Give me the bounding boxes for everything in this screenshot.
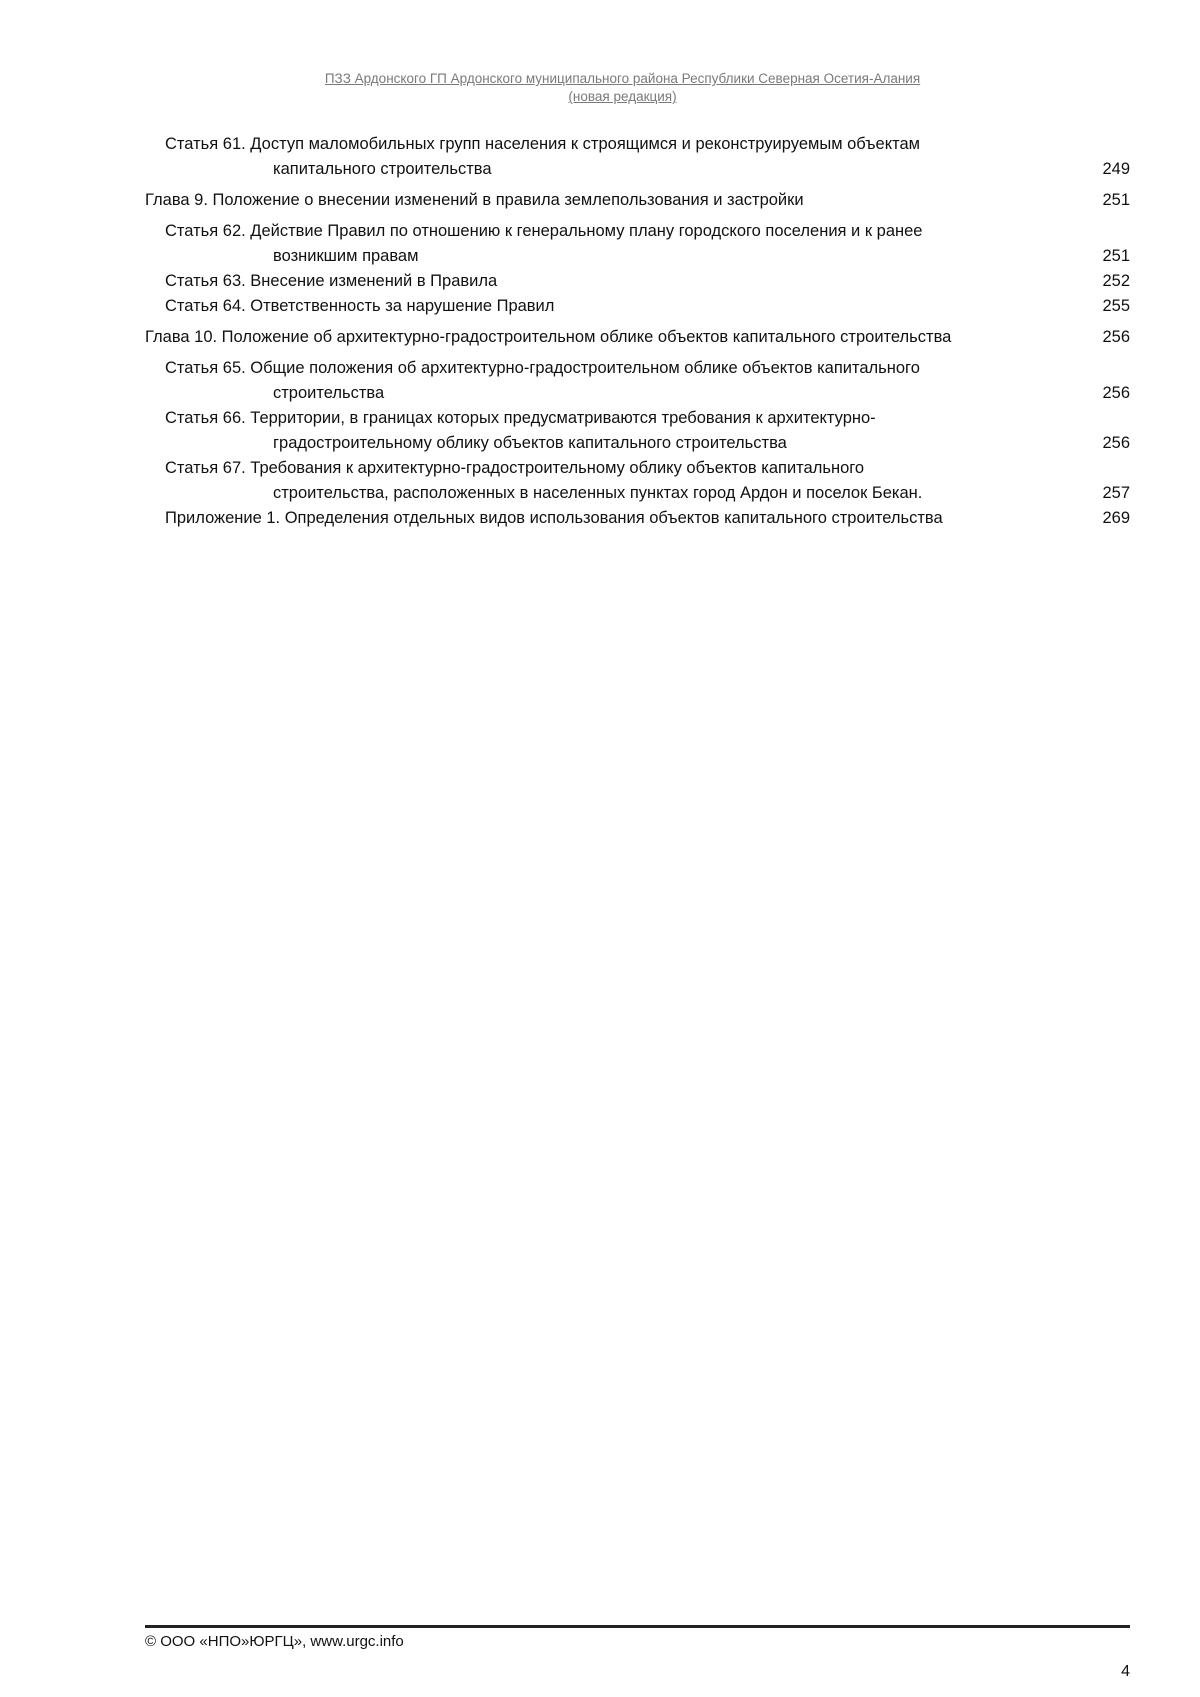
toc-entry-title: Статья 63. Внесение изменений в Правила — [165, 272, 498, 290]
toc-page-number: 256 — [1102, 328, 1130, 346]
toc-entry-title: Статья 64. Ответственность за нарушение Правил — [165, 297, 555, 315]
toc-entry-chapter-10[interactable] — [145, 325, 1130, 350]
page-number: 4 — [1121, 1663, 1130, 1680]
toc-entry-article-65[interactable] — [145, 356, 1130, 406]
toc-entry-chapter-9[interactable] — [145, 188, 1130, 213]
toc-entry-title: Глава 10. Положение об архитектурно-градостроительном облике объектов капитального строительства — [145, 328, 952, 346]
toc-entry-title: Глава 9. Положение о внесении изменений в правила землепользования и застройки — [145, 191, 804, 209]
toc-entry-title-continued: возникшим правам — [273, 247, 419, 265]
toc-entry-title-continued: строительства — [273, 384, 385, 402]
toc-page-number: 269 — [1102, 509, 1130, 527]
toc-page-number: 256 — [1102, 384, 1130, 402]
header-subtitle: (новая редакция) — [568, 89, 677, 104]
toc-entry-title: Статья 67. Требования к архитектурно-градостроительному облику объектов капитального — [165, 459, 865, 477]
header-title: ПЗЗ Ардонского ГП Ардонского муниципального района Республики Северная Осетия-Алания — [324, 71, 921, 86]
footer-copyright: © ООО «НПО»ЮРГЦ», www.urgc.info — [145, 1633, 404, 1650]
toc-entry-title-continued: градостроительному облику объектов капитального строительства — [273, 434, 787, 452]
toc-entry-title-continued: строительства, расположенных в населенных пунктах город Ардон и поселок Бекан. — [273, 484, 923, 502]
toc-entry-article-63[interactable] — [145, 269, 1130, 294]
footer-divider — [145, 1625, 1130, 1628]
toc-entry-title: Статья 66. Территории, в границах которых предусматриваются требования к архитектурно- — [165, 409, 876, 427]
page-header — [0, 70, 1200, 106]
toc-page-number: 251 — [1102, 247, 1130, 265]
toc-entry-appendix-1[interactable] — [145, 506, 1130, 531]
table-of-contents — [145, 132, 1130, 531]
toc-entry-article-67[interactable] — [145, 456, 1130, 506]
toc-entry-title: Приложение 1. Определения отдельных видов использования объектов капитального строительства — [165, 509, 943, 527]
toc-entry-article-61[interactable] — [145, 132, 1130, 182]
toc-page-number: 251 — [1102, 191, 1130, 209]
toc-entry-title: Статья 62. Действие Правил по отношению к генеральному плану городского поселения и к ранее — [165, 222, 923, 240]
toc-entry-title-continued: капитального строительства — [273, 160, 492, 178]
toc-entry-title: Статья 61. Доступ маломобильных групп населения к строящимся и реконструируемым объектам — [165, 135, 920, 153]
toc-page-number: 252 — [1102, 272, 1130, 290]
toc-entry-article-64[interactable] — [145, 294, 1130, 319]
toc-page-number: 256 — [1102, 434, 1130, 452]
toc-entry-title: Статья 65. Общие положения об архитектурно-градостроительном облике объектов капитального — [165, 359, 920, 377]
toc-page-number: 257 — [1102, 484, 1130, 502]
toc-page-number: 249 — [1102, 160, 1130, 178]
toc-page-number: 255 — [1102, 297, 1130, 315]
toc-entry-article-62[interactable] — [145, 219, 1130, 269]
toc-entry-article-66[interactable] — [145, 406, 1130, 456]
